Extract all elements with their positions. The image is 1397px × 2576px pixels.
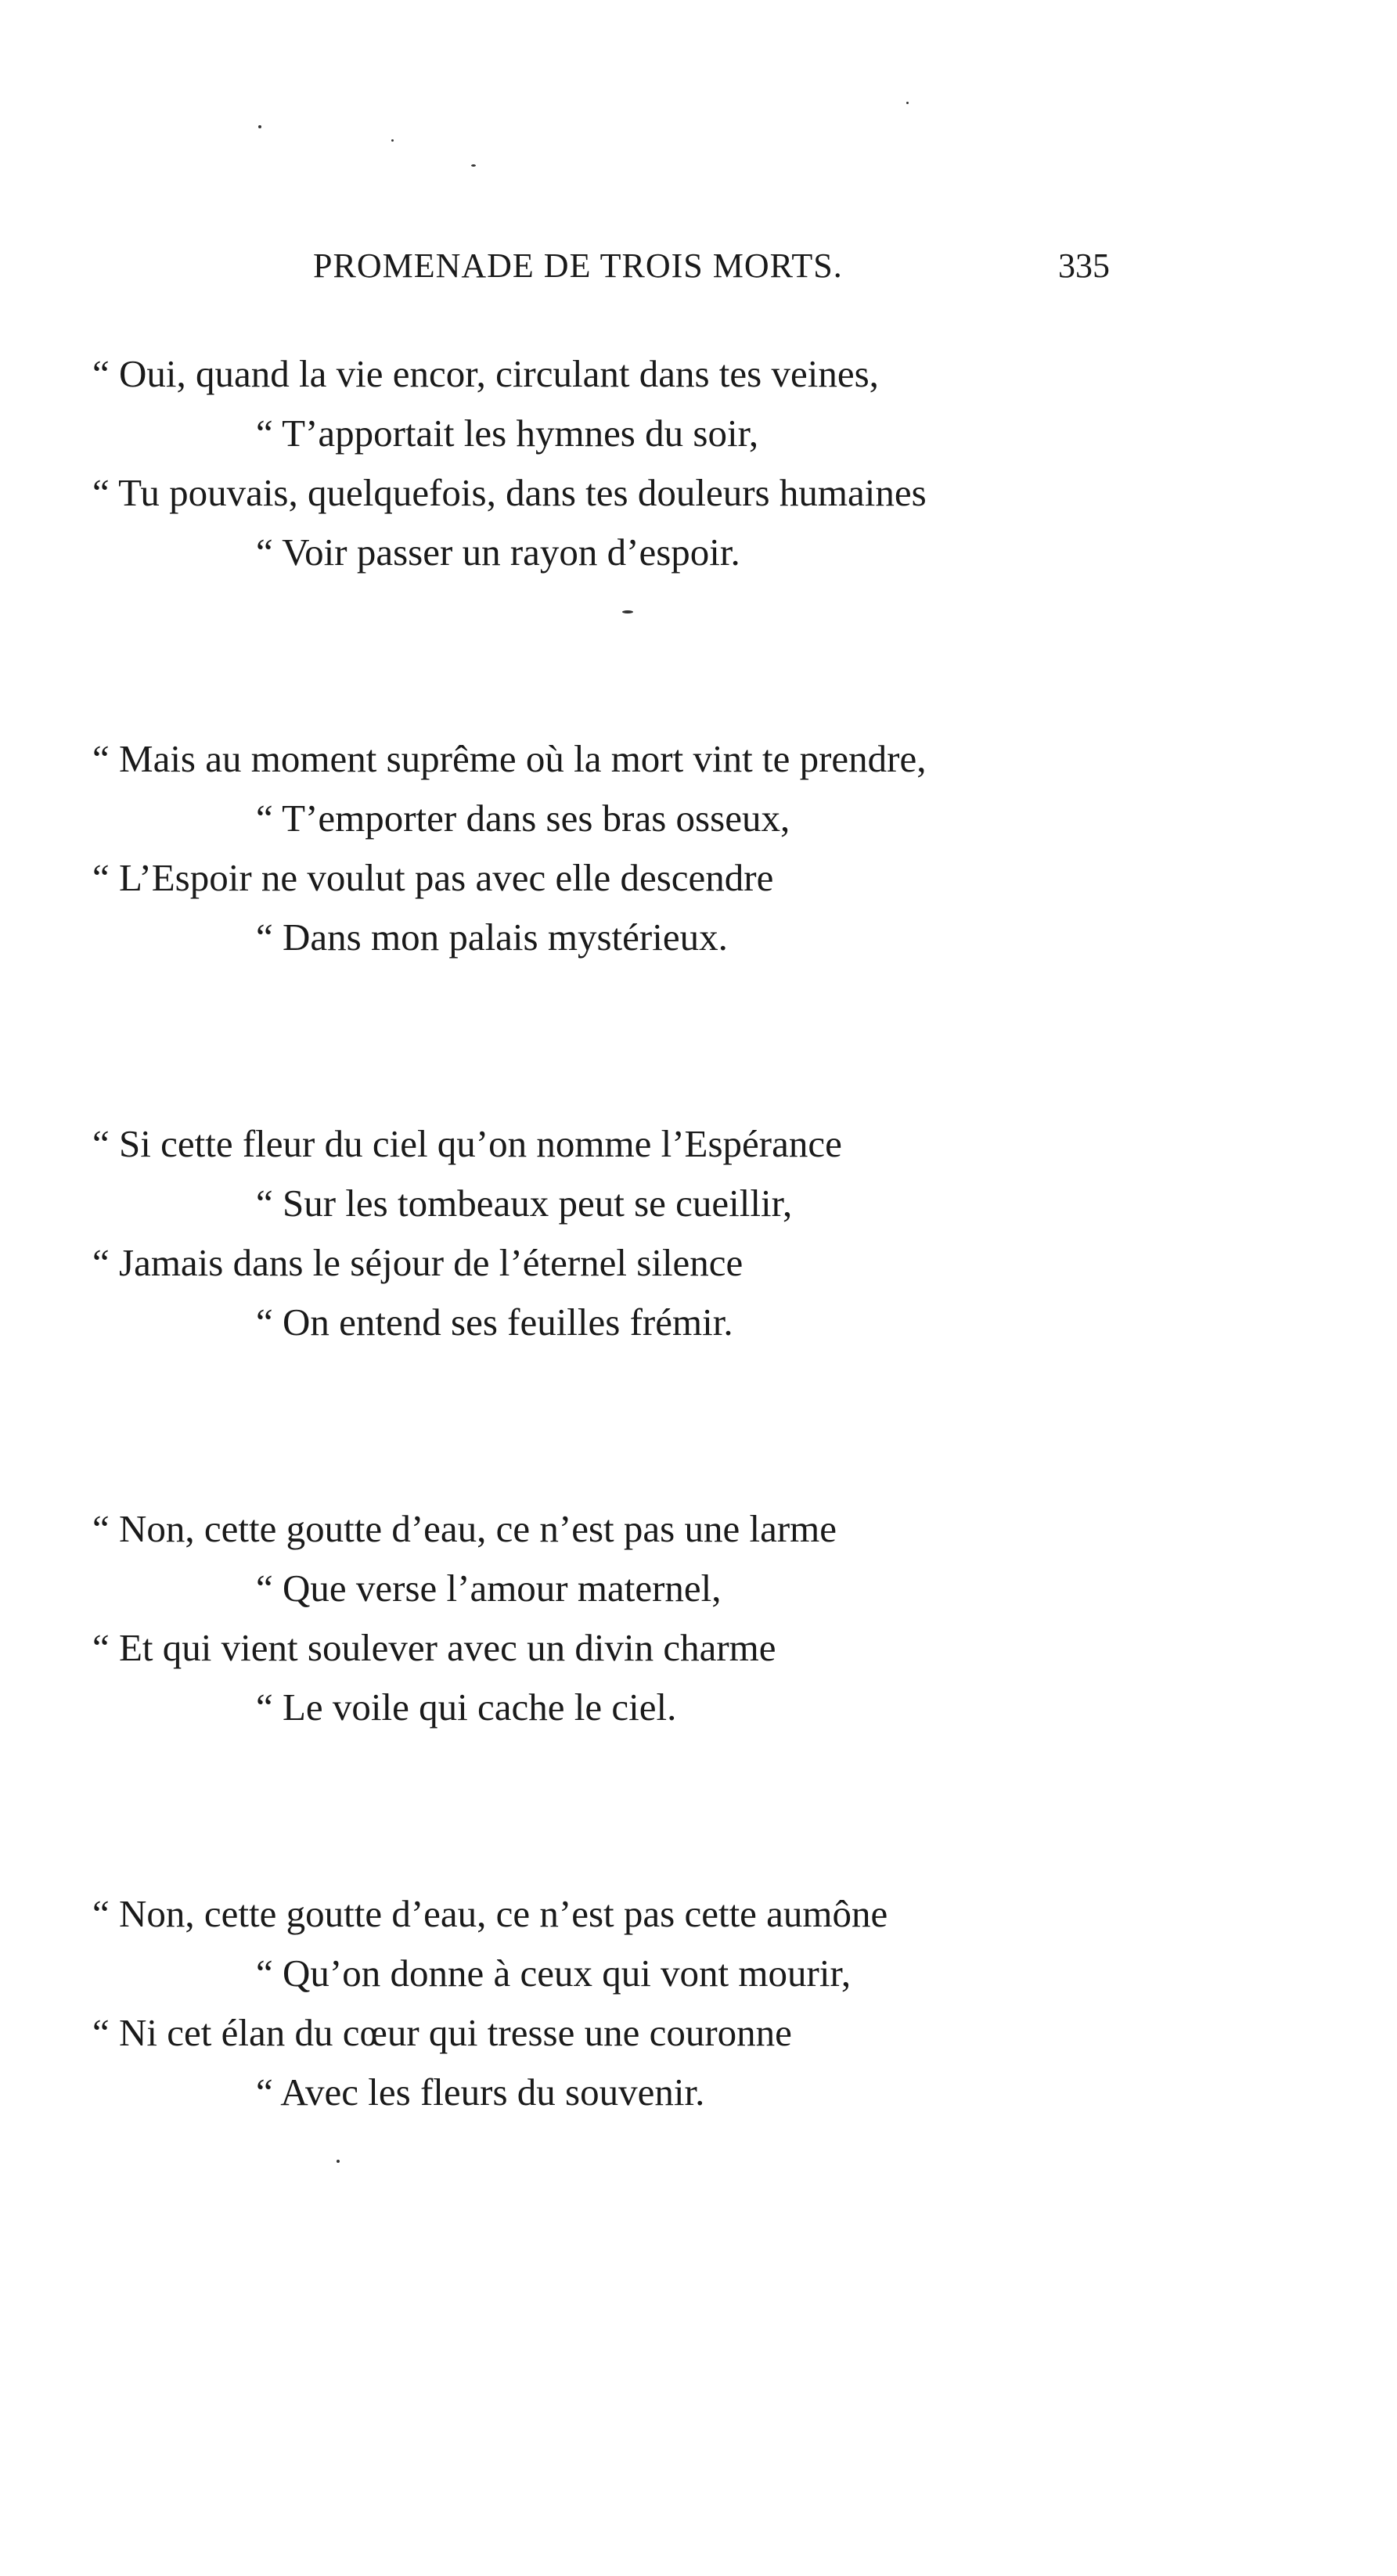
- verse-line: “ Le voile qui cache le ciel.: [256, 1686, 677, 1729]
- verse-line: “ Oui, quand la vie encor, circulant dans tes veines,: [92, 352, 879, 395]
- page-number: 335: [1058, 246, 1110, 285]
- verse-line: “ Jamais dans le séjour de l’éternel silence: [92, 1241, 744, 1284]
- verse-line: “ Que verse l’amour maternel,: [256, 1567, 722, 1610]
- verse-line: “ Et qui vient soulever avec un divin charme: [92, 1626, 776, 1669]
- running-head: [0, 239, 1397, 293]
- verse-line: “ Voir passer un rayon d’espoir.: [256, 531, 740, 574]
- print-speck: [906, 102, 909, 104]
- verse-line: “ Tu pouvais, quelquefois, dans tes douleurs humaines: [92, 471, 927, 514]
- verse-line: “ Ni cet élan du cœur qui tresse une couronne: [92, 2011, 792, 2054]
- verse-line: “ Mais au moment suprême où la mort vint te prendre,: [92, 737, 927, 780]
- verse-line: “ Sur les tombeaux peut se cueillir,: [256, 1182, 793, 1225]
- verse-line: “ Avec les fleurs du souvenir.: [256, 2071, 705, 2114]
- print-speck: [471, 164, 476, 167]
- print-speck: [391, 139, 394, 142]
- print-speck: [337, 2160, 340, 2163]
- verse-line: “ Si cette fleur du ciel qu’on nomme l’Espérance: [92, 1122, 842, 1165]
- print-speck: [258, 125, 261, 128]
- running-head-title: PROMENADE DE TROIS MORTS.: [313, 246, 843, 285]
- verse-line: “ T’emporter dans ses bras osseux,: [256, 797, 790, 840]
- verse-line: “ Dans mon palais mystérieux.: [256, 916, 728, 959]
- verse-line: “ Non, cette goutte d’eau, ce n’est pas cette aumône: [92, 1892, 888, 1935]
- verse-line: “ T’apportait les hymnes du soir,: [256, 412, 759, 455]
- verse-line: “ On entend ses feuilles frémir.: [256, 1301, 733, 1344]
- verse-line: “ L’Espoir ne voulut pas avec elle descendre: [92, 856, 774, 899]
- verse-line: “ Non, cette goutte d’eau, ce n’est pas une larme: [92, 1507, 837, 1550]
- print-speck: [622, 610, 633, 613]
- verse-line: “ Qu’on donne à ceux qui vont mourir,: [256, 1952, 852, 1995]
